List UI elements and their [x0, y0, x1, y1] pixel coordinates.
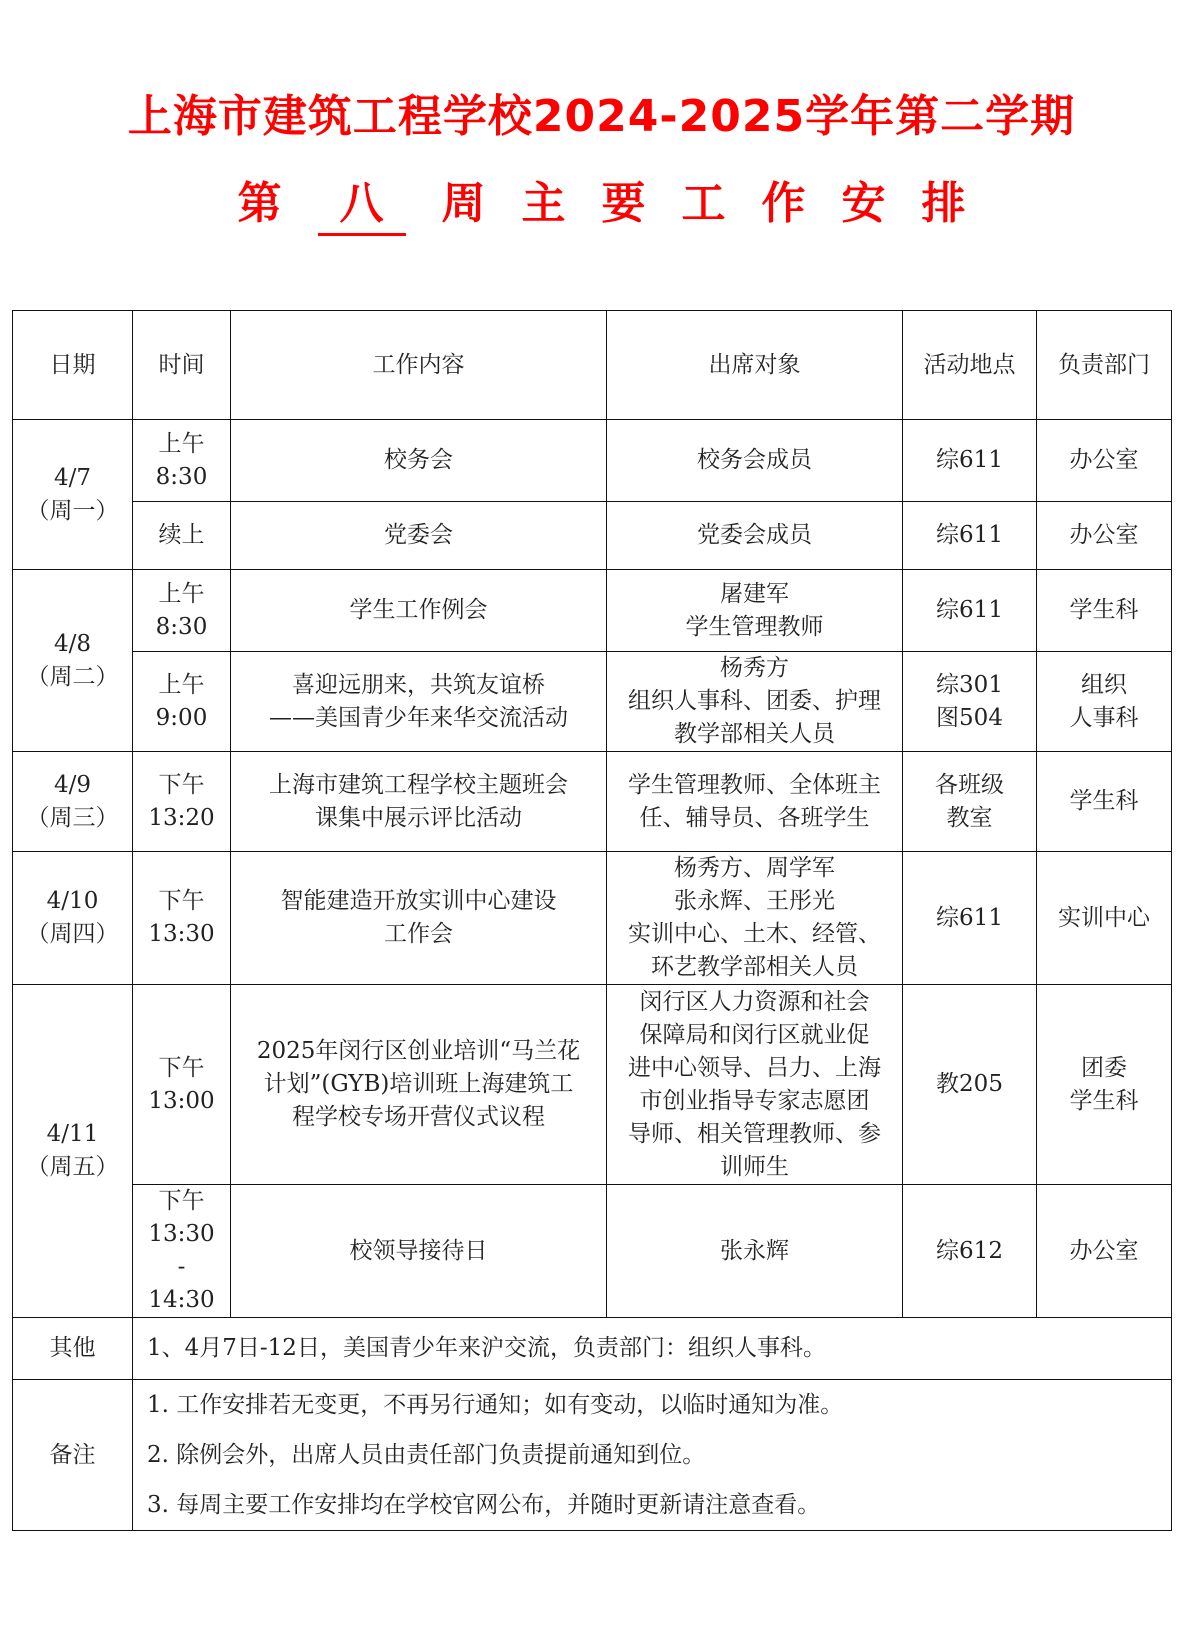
note-item: 2. 除例会外，出席人员由责任部门负责提前通知到位。: [147, 1442, 706, 1468]
time-cell: [133, 852, 231, 985]
time-line: 下午: [158, 1054, 205, 1081]
attendees-line: 市创业指导专家志愿团: [639, 1087, 870, 1114]
content-line: 程学校专场开营仪式议程: [292, 1104, 545, 1130]
content-cell: [231, 570, 607, 652]
attendees-line: 屠建军: [720, 580, 789, 607]
attendees-cell: [607, 752, 903, 852]
content-cell: [231, 752, 607, 852]
content-cell: [231, 852, 607, 985]
table-row: [13, 852, 1172, 985]
other-row: [13, 1318, 1172, 1380]
time-line: 上午: [158, 430, 205, 457]
date-cell: [13, 852, 133, 985]
attendees-cell: [607, 652, 903, 752]
attendees-line: 杨秀方、周学军: [674, 855, 835, 881]
attendees-line: 校务会成员: [697, 447, 812, 473]
attendees-line: 保障局和闵行区就业促: [639, 1021, 870, 1048]
location-line: 教室: [946, 804, 993, 831]
location-line: 教205: [936, 1071, 1003, 1097]
weekday: （周二）: [26, 663, 119, 690]
location-line: 综611: [936, 904, 1003, 931]
weekday: （周五）: [26, 1154, 119, 1180]
dept-line: 学生科: [1069, 597, 1139, 623]
attendees-line: 组织人事科、团委、护理: [628, 688, 881, 714]
dept-line: 人事科: [1069, 704, 1139, 731]
content-line: 智能建造开放实训中心建设: [280, 888, 557, 914]
dept-cell: [1037, 570, 1172, 652]
attendees-line: 实训中心、土木、经管、: [628, 921, 881, 947]
date-cell: [13, 570, 133, 752]
time-line: 13:20: [148, 804, 215, 831]
dept-line: 学生科: [1069, 1087, 1139, 1114]
subtitle-prefix: 第: [237, 178, 282, 229]
note-item: 3. 每周主要工作安排均在学校官网公布，并随时更新请注意查看。: [147, 1492, 821, 1518]
schedule-table: [12, 310, 1172, 1531]
dept-line: 团委: [1081, 1054, 1127, 1081]
header-content: 工作内容: [231, 311, 607, 420]
location-cell: [903, 1185, 1037, 1318]
note-item: 1. 工作安排若无变更，不再另行通知；如有变动，以临时通知为准。: [147, 1392, 844, 1418]
time-cell: [133, 652, 231, 752]
attendees-cell: [607, 852, 903, 985]
subtitle-char: 主: [521, 178, 566, 229]
date: 4/10: [46, 888, 99, 914]
attendees-cell: [607, 985, 903, 1185]
dept-line: 办公室: [1069, 522, 1139, 548]
location-cell: [903, 502, 1037, 570]
time-line: 上午: [158, 671, 205, 698]
dept-cell: [1037, 852, 1172, 985]
time-line: -: [177, 1254, 186, 1280]
weekday: （周四）: [26, 921, 119, 947]
dept-line: 实训中心: [1058, 904, 1150, 931]
date-cell: [13, 985, 133, 1318]
dept-line: 组织: [1081, 671, 1127, 698]
notes-row: [13, 1380, 1172, 1531]
attendees-line: 任、辅导员、各班学生: [639, 804, 870, 831]
location-line: 综612: [936, 1237, 1003, 1264]
content-cell: [231, 502, 607, 570]
content-line: 校务会: [384, 447, 453, 473]
time-line: 13:30: [148, 921, 215, 947]
week-number: 八: [318, 167, 406, 236]
table-row: [13, 570, 1172, 652]
table-row: [13, 1185, 1172, 1318]
header-time: 时间: [133, 311, 231, 420]
time-line: 上午: [158, 580, 205, 607]
subtitle-char: 周: [441, 178, 486, 229]
header-row: [13, 311, 1172, 420]
content-cell: [231, 652, 607, 752]
table-row: [13, 985, 1172, 1185]
attendees-line: 训师生: [720, 1153, 789, 1180]
content-line: 上海市建筑工程学校主题班会: [269, 771, 568, 798]
subtitle-char: 要: [601, 178, 646, 229]
date: 4/7: [53, 464, 91, 491]
dept-line: 学生科: [1069, 788, 1139, 814]
attendees-line: 环艺教学部相关人员: [651, 954, 858, 980]
table-row: [13, 652, 1172, 752]
subtitle-char: 安: [841, 178, 886, 229]
attendees-cell: [607, 502, 903, 570]
subtitle-char: 排: [921, 178, 966, 229]
attendees-line: 杨秀方: [720, 655, 789, 681]
header-dept: 负责部门: [1037, 311, 1172, 420]
content-cell: [231, 1185, 607, 1318]
time-cell: [133, 1185, 231, 1318]
time-cell: [133, 752, 231, 852]
header-attendees: 出席对象: [607, 311, 903, 420]
time-line: 下午: [158, 771, 205, 798]
content-line: 党委会: [384, 522, 453, 548]
time-line: 9:00: [155, 704, 208, 731]
header-date: 日期: [13, 311, 133, 420]
content-cell: [231, 985, 607, 1185]
dept-cell: [1037, 1185, 1172, 1318]
time-line: 续上: [158, 522, 205, 548]
dept-cell: [1037, 420, 1172, 502]
content-line: 计划”(GYB)培训班上海建筑工: [263, 1071, 574, 1097]
content-line: 课集中展示评比活动: [315, 804, 522, 831]
attendees-line: 闵行区人力资源和社会: [639, 988, 870, 1015]
header-location: 活动地点: [903, 311, 1037, 420]
attendees-line: 导师、相关管理教师、参: [628, 1120, 881, 1147]
time-line: 下午: [158, 1188, 205, 1214]
location-cell: [903, 752, 1037, 852]
document-subtitle: [0, 167, 1203, 236]
time-cell: [133, 985, 231, 1185]
document-title: 上海市建筑工程学校2024-2025学年第二学期: [127, 91, 1076, 142]
attendees-cell: [607, 570, 903, 652]
content-cell: [231, 420, 607, 502]
dept-line: 办公室: [1069, 1237, 1139, 1264]
content-line: 工作会: [384, 921, 453, 947]
content-line: 喜迎远朋来，共筑友谊桥: [292, 671, 545, 698]
dept-cell: [1037, 502, 1172, 570]
time-line: 13:30: [148, 1221, 215, 1247]
attendees-line: 学生管理教师: [685, 613, 824, 640]
location-line: 综611: [936, 522, 1003, 548]
weekday: （周三）: [26, 804, 119, 831]
time-line: 14:30: [148, 1287, 215, 1313]
date: 4/11: [46, 1121, 99, 1147]
time-line: 8:30: [155, 613, 208, 640]
location-line: 各班级: [935, 771, 1004, 798]
table-row: [13, 752, 1172, 852]
time-line: 13:00: [148, 1087, 215, 1114]
subtitle-char: 作: [761, 178, 806, 229]
location-line: 综301: [936, 671, 1003, 698]
location-line: 综611: [936, 597, 1003, 623]
attendees-line: 教学部相关人员: [674, 721, 835, 747]
attendees-line: 党委会成员: [697, 522, 812, 548]
table-row: [13, 420, 1172, 502]
attendees-line: 张永辉: [720, 1237, 789, 1264]
date-cell: [13, 752, 133, 852]
dept-cell: [1037, 985, 1172, 1185]
attendees-cell: [607, 420, 903, 502]
weekday: （周一）: [26, 497, 119, 524]
table-row: [13, 502, 1172, 570]
location-line: 图504: [936, 704, 1003, 731]
notes-label: 备注: [13, 1380, 133, 1531]
location-cell: [903, 652, 1037, 752]
dept-line: 办公室: [1069, 447, 1139, 473]
time-cell: [133, 502, 231, 570]
date: 4/9: [53, 771, 91, 798]
attendees-line: 张永辉、王彤光: [674, 888, 835, 914]
attendees-line: 进中心领导、吕力、上海: [628, 1054, 881, 1081]
date: 4/8: [53, 630, 91, 657]
other-text: 1、4月7日-12日，美国青少年来沪交流，负责部门：组织人事科。: [133, 1318, 1172, 1380]
dept-cell: [1037, 652, 1172, 752]
content-line: ——美国青少年来华交流活动: [269, 704, 568, 731]
subtitle-char: 工: [681, 178, 726, 229]
notes-cell: [133, 1380, 1172, 1531]
location-cell: [903, 852, 1037, 985]
location-line: 综611: [936, 447, 1003, 473]
time-line: 8:30: [155, 463, 208, 490]
dept-cell: [1037, 752, 1172, 852]
other-label: 其他: [13, 1318, 133, 1380]
attendees-cell: [607, 1185, 903, 1318]
content-line: 校领导接待日: [349, 1237, 488, 1264]
time-cell: [133, 570, 231, 652]
location-cell: [903, 420, 1037, 502]
time-cell: [133, 420, 231, 502]
attendees-line: 学生管理教师、全体班主: [628, 771, 881, 798]
location-cell: [903, 570, 1037, 652]
date-cell: [13, 420, 133, 570]
time-line: 下午: [158, 888, 205, 914]
content-line: 2025年闵行区创业培训“马兰花: [256, 1038, 581, 1064]
content-line: 学生工作例会: [349, 597, 488, 623]
location-cell: [903, 985, 1037, 1185]
